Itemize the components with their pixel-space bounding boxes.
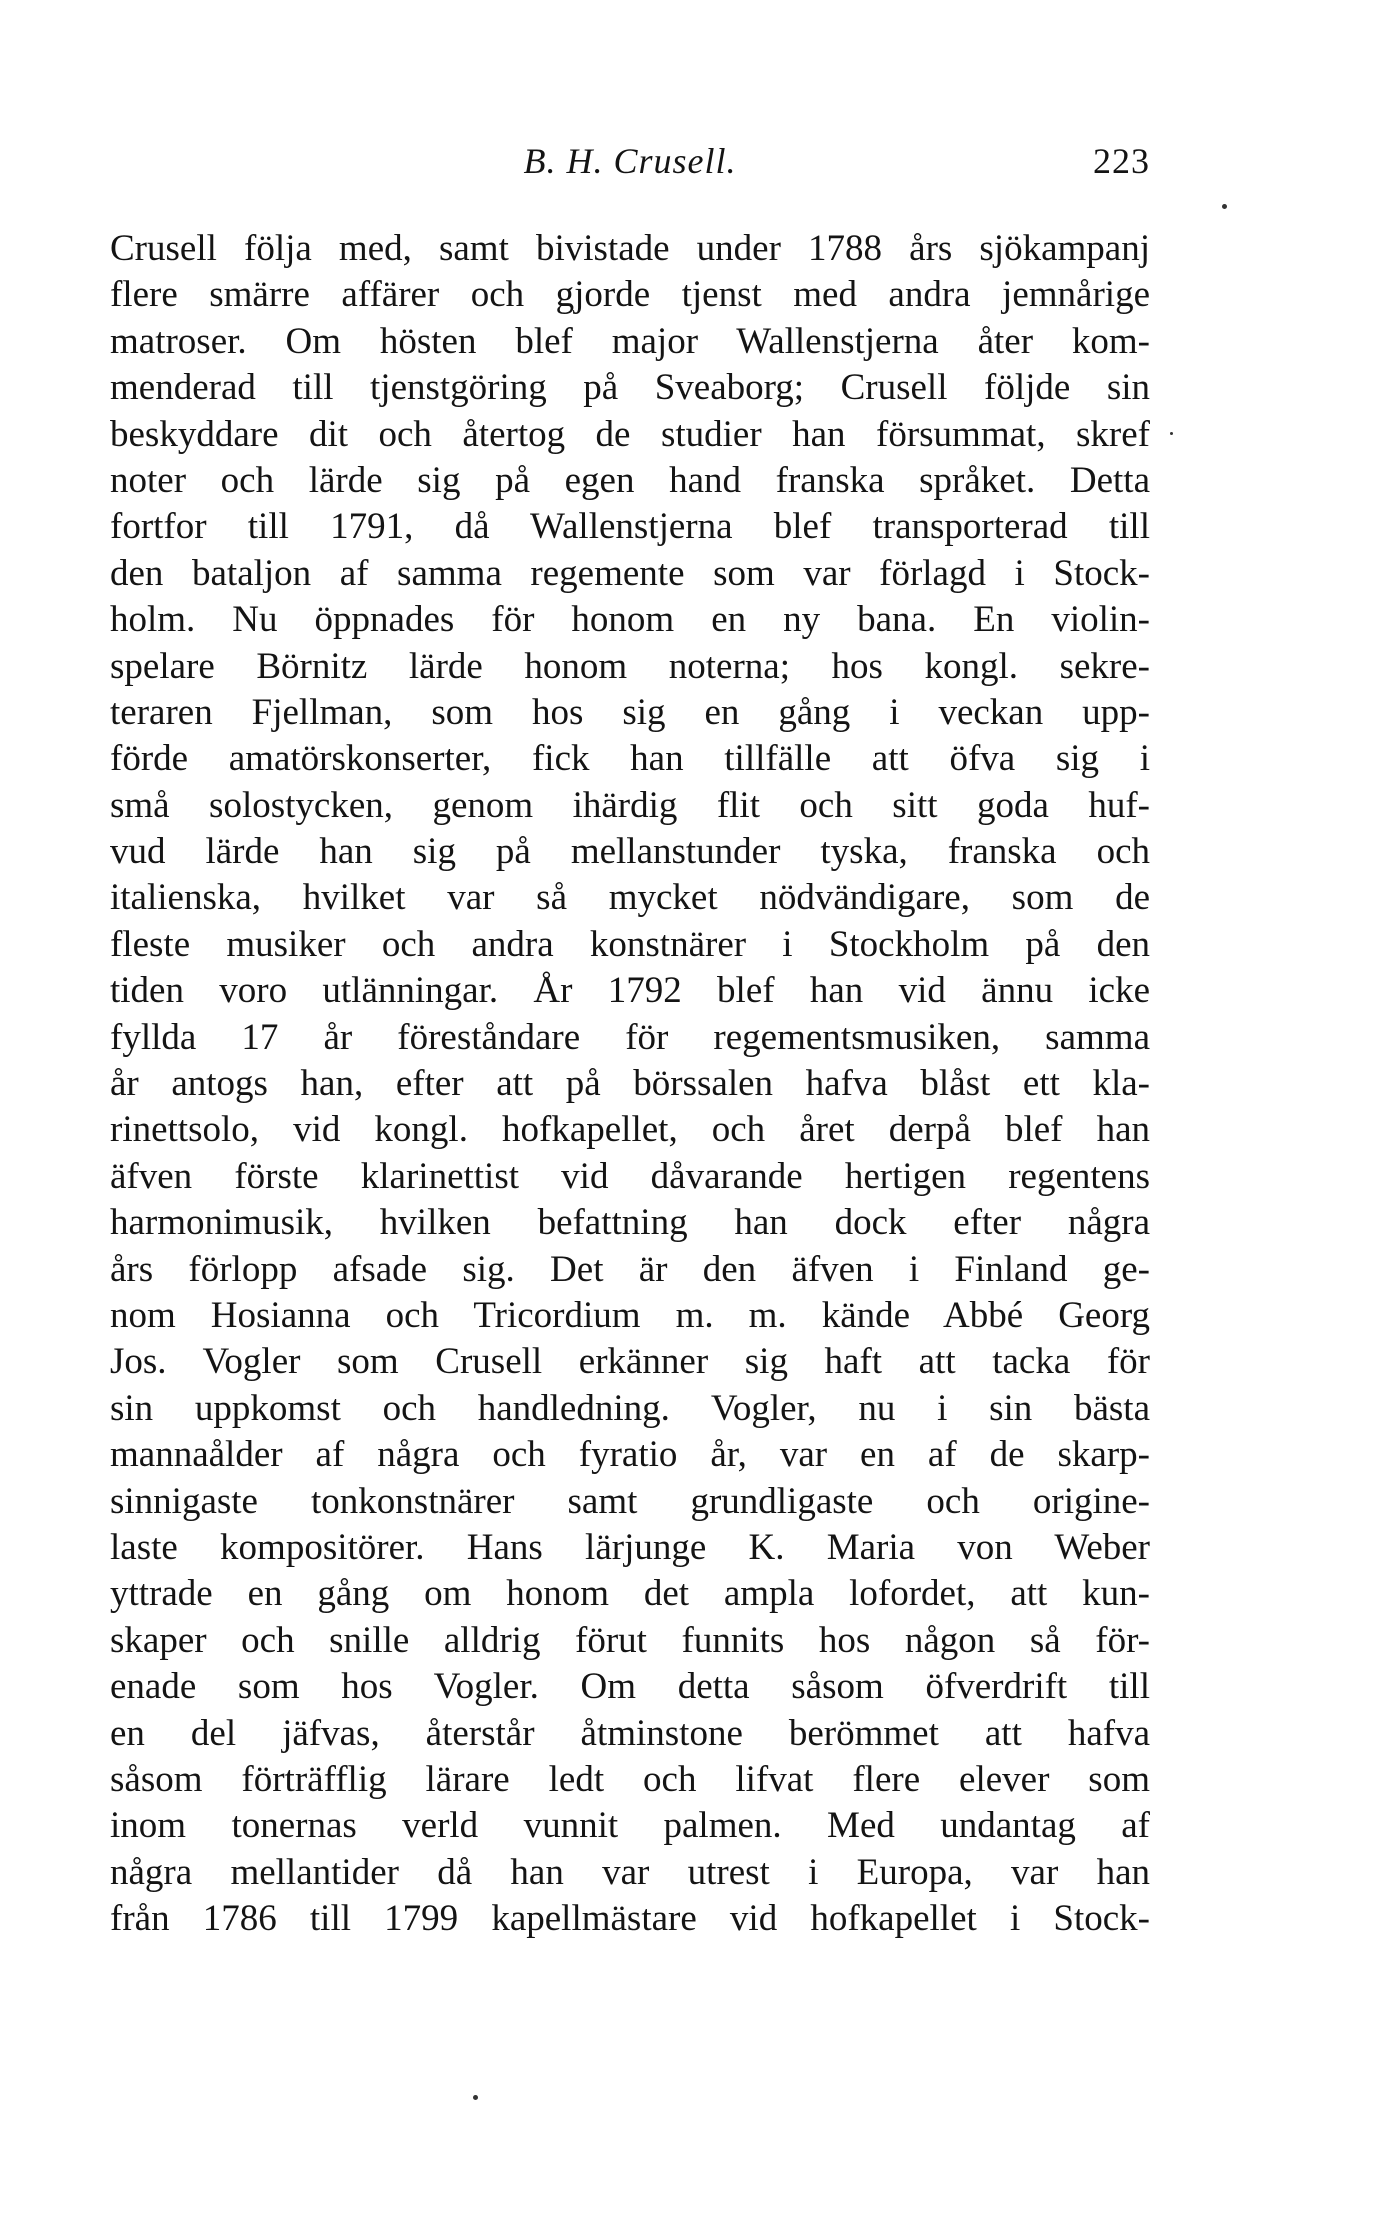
text-line: Jos. Vogler som Crusell erkänner sig haft att tacka för	[110, 1341, 1150, 1383]
text-line: den bataljon af samma regemente som var förlagd i Stock-	[110, 552, 1150, 594]
text-line: fortfor till 1791, då Wallenstjerna blef transporterad till	[110, 506, 1150, 548]
text-line: menderad till tjenstgöring på Sveaborg; Crusell följde sin	[110, 367, 1150, 409]
page-number: 223	[1093, 141, 1150, 181]
text-line: beskyddare dit och återtog de studier han försummat, skref	[110, 413, 1150, 455]
text-line: teraren Fjellman, som hos sig en gång i veckan upp-	[110, 691, 1150, 733]
text-line: inom tonernas verld vunnit palmen. Med undantag af	[110, 1805, 1150, 1847]
text-line: yttrade en gång om honom det ampla lofordet, att kun-	[110, 1573, 1150, 1615]
text-line: enade som hos Vogler. Om detta såsom öfverdrift till	[110, 1666, 1150, 1708]
ink-speck	[1170, 432, 1173, 435]
running-title: B. H. Crusell.	[523, 141, 737, 181]
ink-speck	[473, 2095, 478, 2100]
text-line: några mellantider då han var utrest i Europa, var han	[110, 1851, 1150, 1893]
text-line: vud lärde han sig på mellanstunder tyska, franska och	[110, 831, 1150, 873]
text-line: rinettsolo, vid kongl. hofkapellet, och året derpå blef han	[110, 1109, 1150, 1151]
text-line: nom Hosianna och Tricordium m. m. kände Abbé Georg	[110, 1294, 1150, 1336]
text-line: spelare Börnitz lärde honom noterna; hos kongl. sekre-	[110, 645, 1150, 687]
text-line: holm. Nu öppnades för honom en ny bana. En violin-	[110, 599, 1150, 641]
text-line: tiden voro utlänningar. År 1792 blef han vid ännu icke	[110, 970, 1150, 1012]
ink-speck	[1222, 204, 1227, 209]
text-line: sinnigaste tonkonstnärer samt grundligaste och origine-	[110, 1480, 1150, 1522]
text-line: Crusell följa med, samt bivistade under 1788 års sjökampanj	[110, 228, 1150, 269]
text-line: harmonimusik, hvilken befattning han dock efter några	[110, 1202, 1150, 1244]
text-line: fleste musiker och andra konstnärer i Stockholm på den	[110, 923, 1150, 965]
text-line: år antogs han, efter att på börssalen hafva blåst ett kla-	[110, 1063, 1150, 1105]
running-head	[110, 140, 1150, 190]
body-text	[110, 226, 1150, 1942]
text-line: flere smärre affärer och gjorde tjenst med andra jemnårige	[110, 274, 1150, 316]
text-line: från 1786 till 1799 kapellmästare vid hofkapellet i Stock-	[110, 1898, 1150, 1940]
text-line: skaper och snille alldrig förut funnits hos någon så för-	[110, 1619, 1150, 1661]
text-line: en del jäfvas, återstår åtminstone berömmet att hafva	[110, 1712, 1150, 1754]
text-line: mannaålder af några och fyratio år, var en af de skarp-	[110, 1434, 1150, 1476]
text-line: äfven förste klarinettist vid dåvarande hertigen regentens	[110, 1155, 1150, 1197]
text-line: italienska, hvilket var så mycket nödvändigare, som de	[110, 877, 1150, 919]
text-line: små solostycken, genom ihärdig flit och sitt goda huf-	[110, 784, 1150, 826]
text-line: sin uppkomst och handledning. Vogler, nu i sin bästa	[110, 1387, 1150, 1429]
text-line: fyllda 17 år föreståndare för regementsmusiken, samma	[110, 1016, 1150, 1058]
text-line: förde amatörskonserter, fick han tillfälle att öfva sig i	[110, 738, 1150, 780]
text-line: matroser. Om hösten blef major Wallenstjerna åter kom-	[110, 320, 1150, 362]
text-line: laste kompositörer. Hans lärjunge K. Maria von Weber	[110, 1526, 1150, 1568]
text-line: noter och lärde sig på egen hand franska språket. Detta	[110, 459, 1150, 501]
text-line: års förlopp afsade sig. Det är den äfven i Finland ge-	[110, 1248, 1150, 1290]
text-line: såsom förträfflig lärare ledt och lifvat flere elever som	[110, 1758, 1150, 1800]
